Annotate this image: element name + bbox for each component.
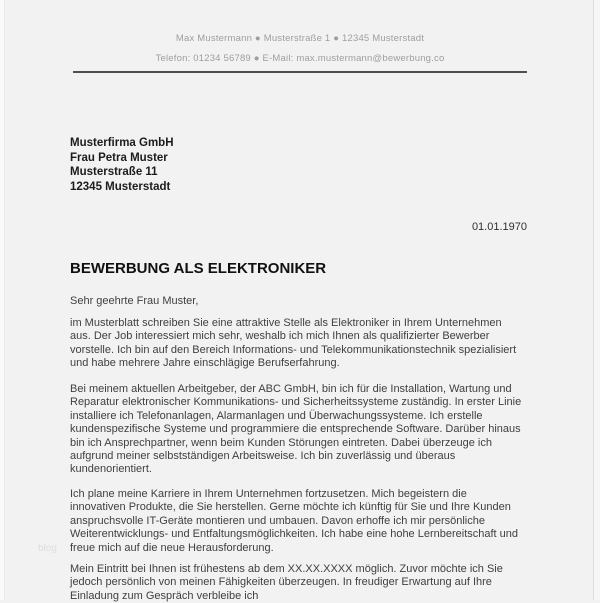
sender-contact-line: Max Mustermann ● Musterstraße 1 ● 12345 Musterstadt (175, 33, 425, 44)
salutation: Sehr geehrte Frau Muster, (70, 295, 199, 307)
body-paragraph-1: im Musterblatt schreiben Sie eine attraktive Stelle als Elektroniker in Ihrem Unternehmen aus. Der Job interessiert mich sehr, weshalb ich mich Ihnen als qualifizierter Bewerber vorstelle. Ich bin auf den Bereich Informations- und Telekommunikationstechnik spezialisiert und habe mehrere Jahre einschlägige Berufserfahrung. (70, 317, 517, 370)
sender-phone-email-line: Telefon: 01234 56789 ● E-Mail: max.mustermann@bewerbung.co (155, 53, 445, 64)
page-edge-left (0, 0, 5, 600)
body-paragraph-2: Bei meinem aktuellen Arbeitgeber, der ABC GmbH, bin ich für die Installation, Wartung und Reparatur elektronischer Kommunikations- und Sicherheitssysteme zuständig. In erster Linie installiere ich Telefonanlagen, Alarmanlagen und Überwachungssysteme. Ich erstelle kundenspezifische Systeme und programmiere die entsprechende Software. Darüber hinaus bin ich Ansprechpartner, wenn beim Kunden Störungen eintreten. Dabei überzeuge ich aufgrund meiner selbstständigen Arbeitsweise. Ich bin zuverlässig und überaus kundenorientiert. (70, 383, 522, 476)
page-edge-right (593, 0, 600, 600)
body-paragraph-4: Mein Eintritt bei Ihnen ist frühestens ab dem XX.XX.XXXX möglich. Zuvor möchte ich Sie jedoch persönlich von meinen Fähigkeiten überzeugen. In freudiger Erwartung auf Ihre Einladung zum Gespräch verbleibe ich (70, 563, 503, 602)
recipient-address-block: Musterfirma GmbH Frau Petra Muster Musterstraße 11 12345 Musterstadt (70, 137, 174, 193)
body-paragraph-3: Ich plane meine Karriere in Ihrem Unternehmen fortzusetzen. Mich begeistern die innovativen Produkte, die Sie herstellen. Gerne möchte ich künftig für Sie und Ihre Kunden anspruchsvolle IT-Geräte montieren und umbauen. Davon erhoffe ich mir persönliche Weiterentwicklungs- und Entfaltungsmöglichkeiten. Ich habe eine hohe Lernbereitschaft und freue mich auf die neue Herausforderung. (70, 488, 519, 554)
blog-watermark: blog (38, 543, 57, 554)
letter-date: 01.01.1970 (471, 221, 527, 233)
header-divider (73, 71, 527, 73)
subject-line: BEWERBUNG ALS ELEKTRONIKER (70, 260, 327, 277)
